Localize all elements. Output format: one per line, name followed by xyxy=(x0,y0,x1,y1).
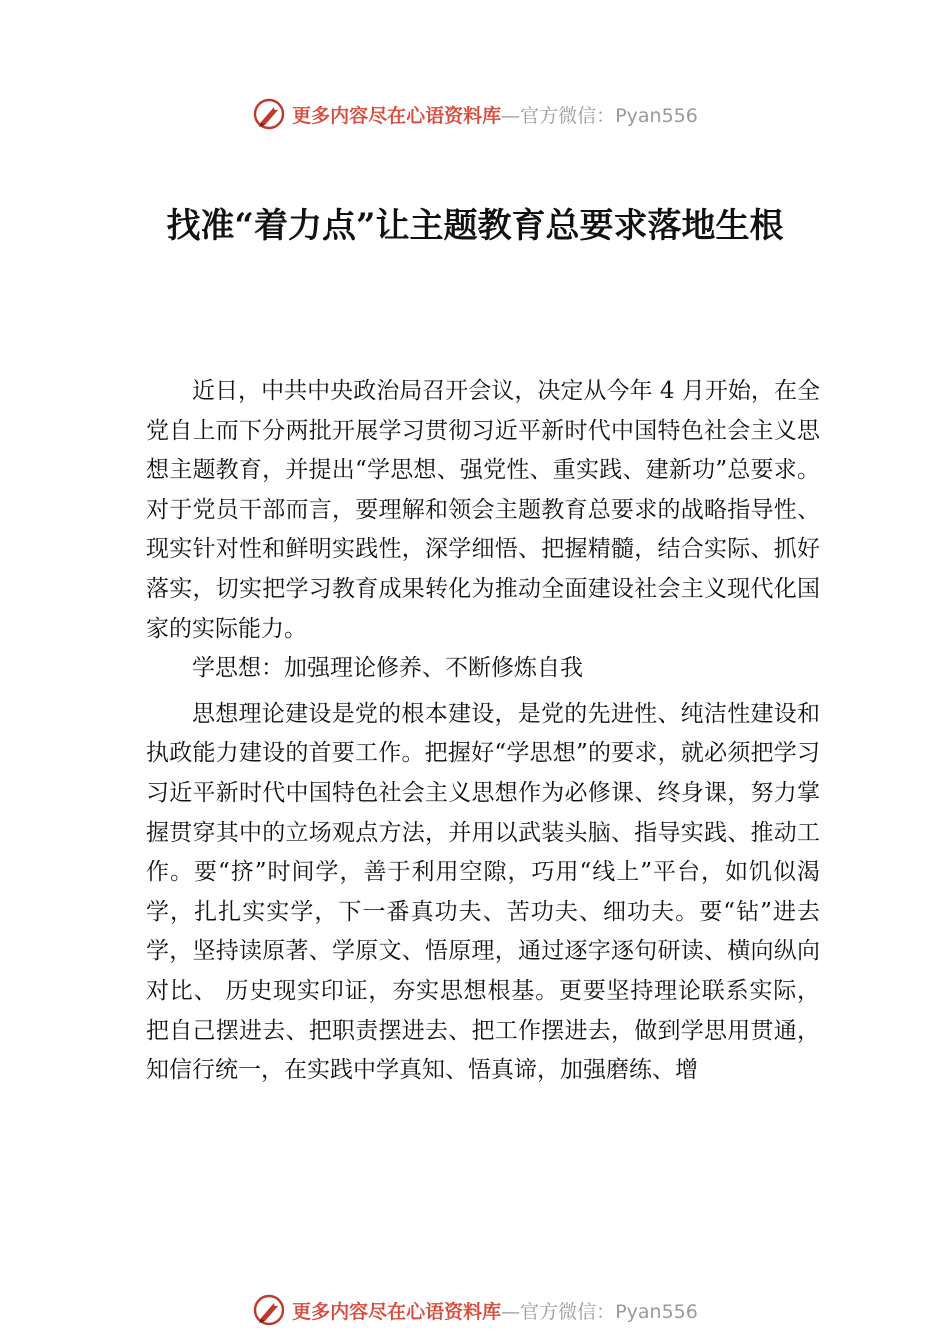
pen-logo-icon xyxy=(252,97,286,131)
banner-text xyxy=(292,101,698,128)
pen-logo-icon xyxy=(252,1293,286,1327)
banner-brand: 更多内容尽在心语资料库 xyxy=(292,104,502,127)
banner-text xyxy=(292,1297,698,1324)
banner-dash: — xyxy=(501,1300,521,1323)
paragraph-intro: 近日，中共中央政治局召开会议，决定从今年 4 月开始，在全党自上而下分两批开展学习贯彻习近平新时代中国特色社会主义思想主题教育，并提出“学思想、强党性、重实践、建新功”总要求。对于党员干部而言，要理解和领会主题教育总要求的战略指导性、现实针对性和鲜明实践性，深学细悟、把握精髓，结合实际、抓好落实，切实把学习教育成果转化为推动全面建设社会主义现代化国家的实际能力。 xyxy=(146,378,820,642)
document-body xyxy=(146,372,820,1091)
paragraph-study-thought: 思想理论建设是党的根本建设，是党的先进性、纯洁性建设和执政能力建设的首要工作。把握好“学思想”的要求，就必须把学习习近平新时代中国特色社会主义思想作为必修课、终身课，努力掌握贯穿其中的立场观点方法，并用以武装头脑、指导实践、推动工作。要“挤”时间学，善于利用空隙，巧用“线上”平台，如饥似渴学，扎扎实实学，下一番真功夫、苦功夫、细功夫。要“钻”进去学，坚持读原著、学原文、悟原理，通过逐字逐句研读、横向纵向对比、 历史现实印证，夯实思想根基。更要坚持理论联系实际，把自己摆进去、把职责摆进去、把工作摆进去，做到学思用贯通，知信行统一，在实践中学真知、悟真谛，加强磨练、增 xyxy=(146,700,820,1084)
banner-wechat-label: 官方微信： xyxy=(520,104,616,127)
header-banner xyxy=(0,94,950,134)
banner-wechat-label: 官方微信： xyxy=(520,1300,616,1323)
banner-wechat-id: Pyan556 xyxy=(615,1300,698,1323)
footer-banner xyxy=(0,1290,950,1330)
banner-dash: — xyxy=(501,104,521,127)
banner-brand: 更多内容尽在心语资料库 xyxy=(292,1300,502,1323)
document-title: 找准“着力点”让主题教育总要求落地生根 xyxy=(166,206,784,246)
banner-wechat-id: Pyan556 xyxy=(615,104,698,127)
section-heading: 学思想：加强理论修养、不断修炼自我 xyxy=(192,655,583,682)
